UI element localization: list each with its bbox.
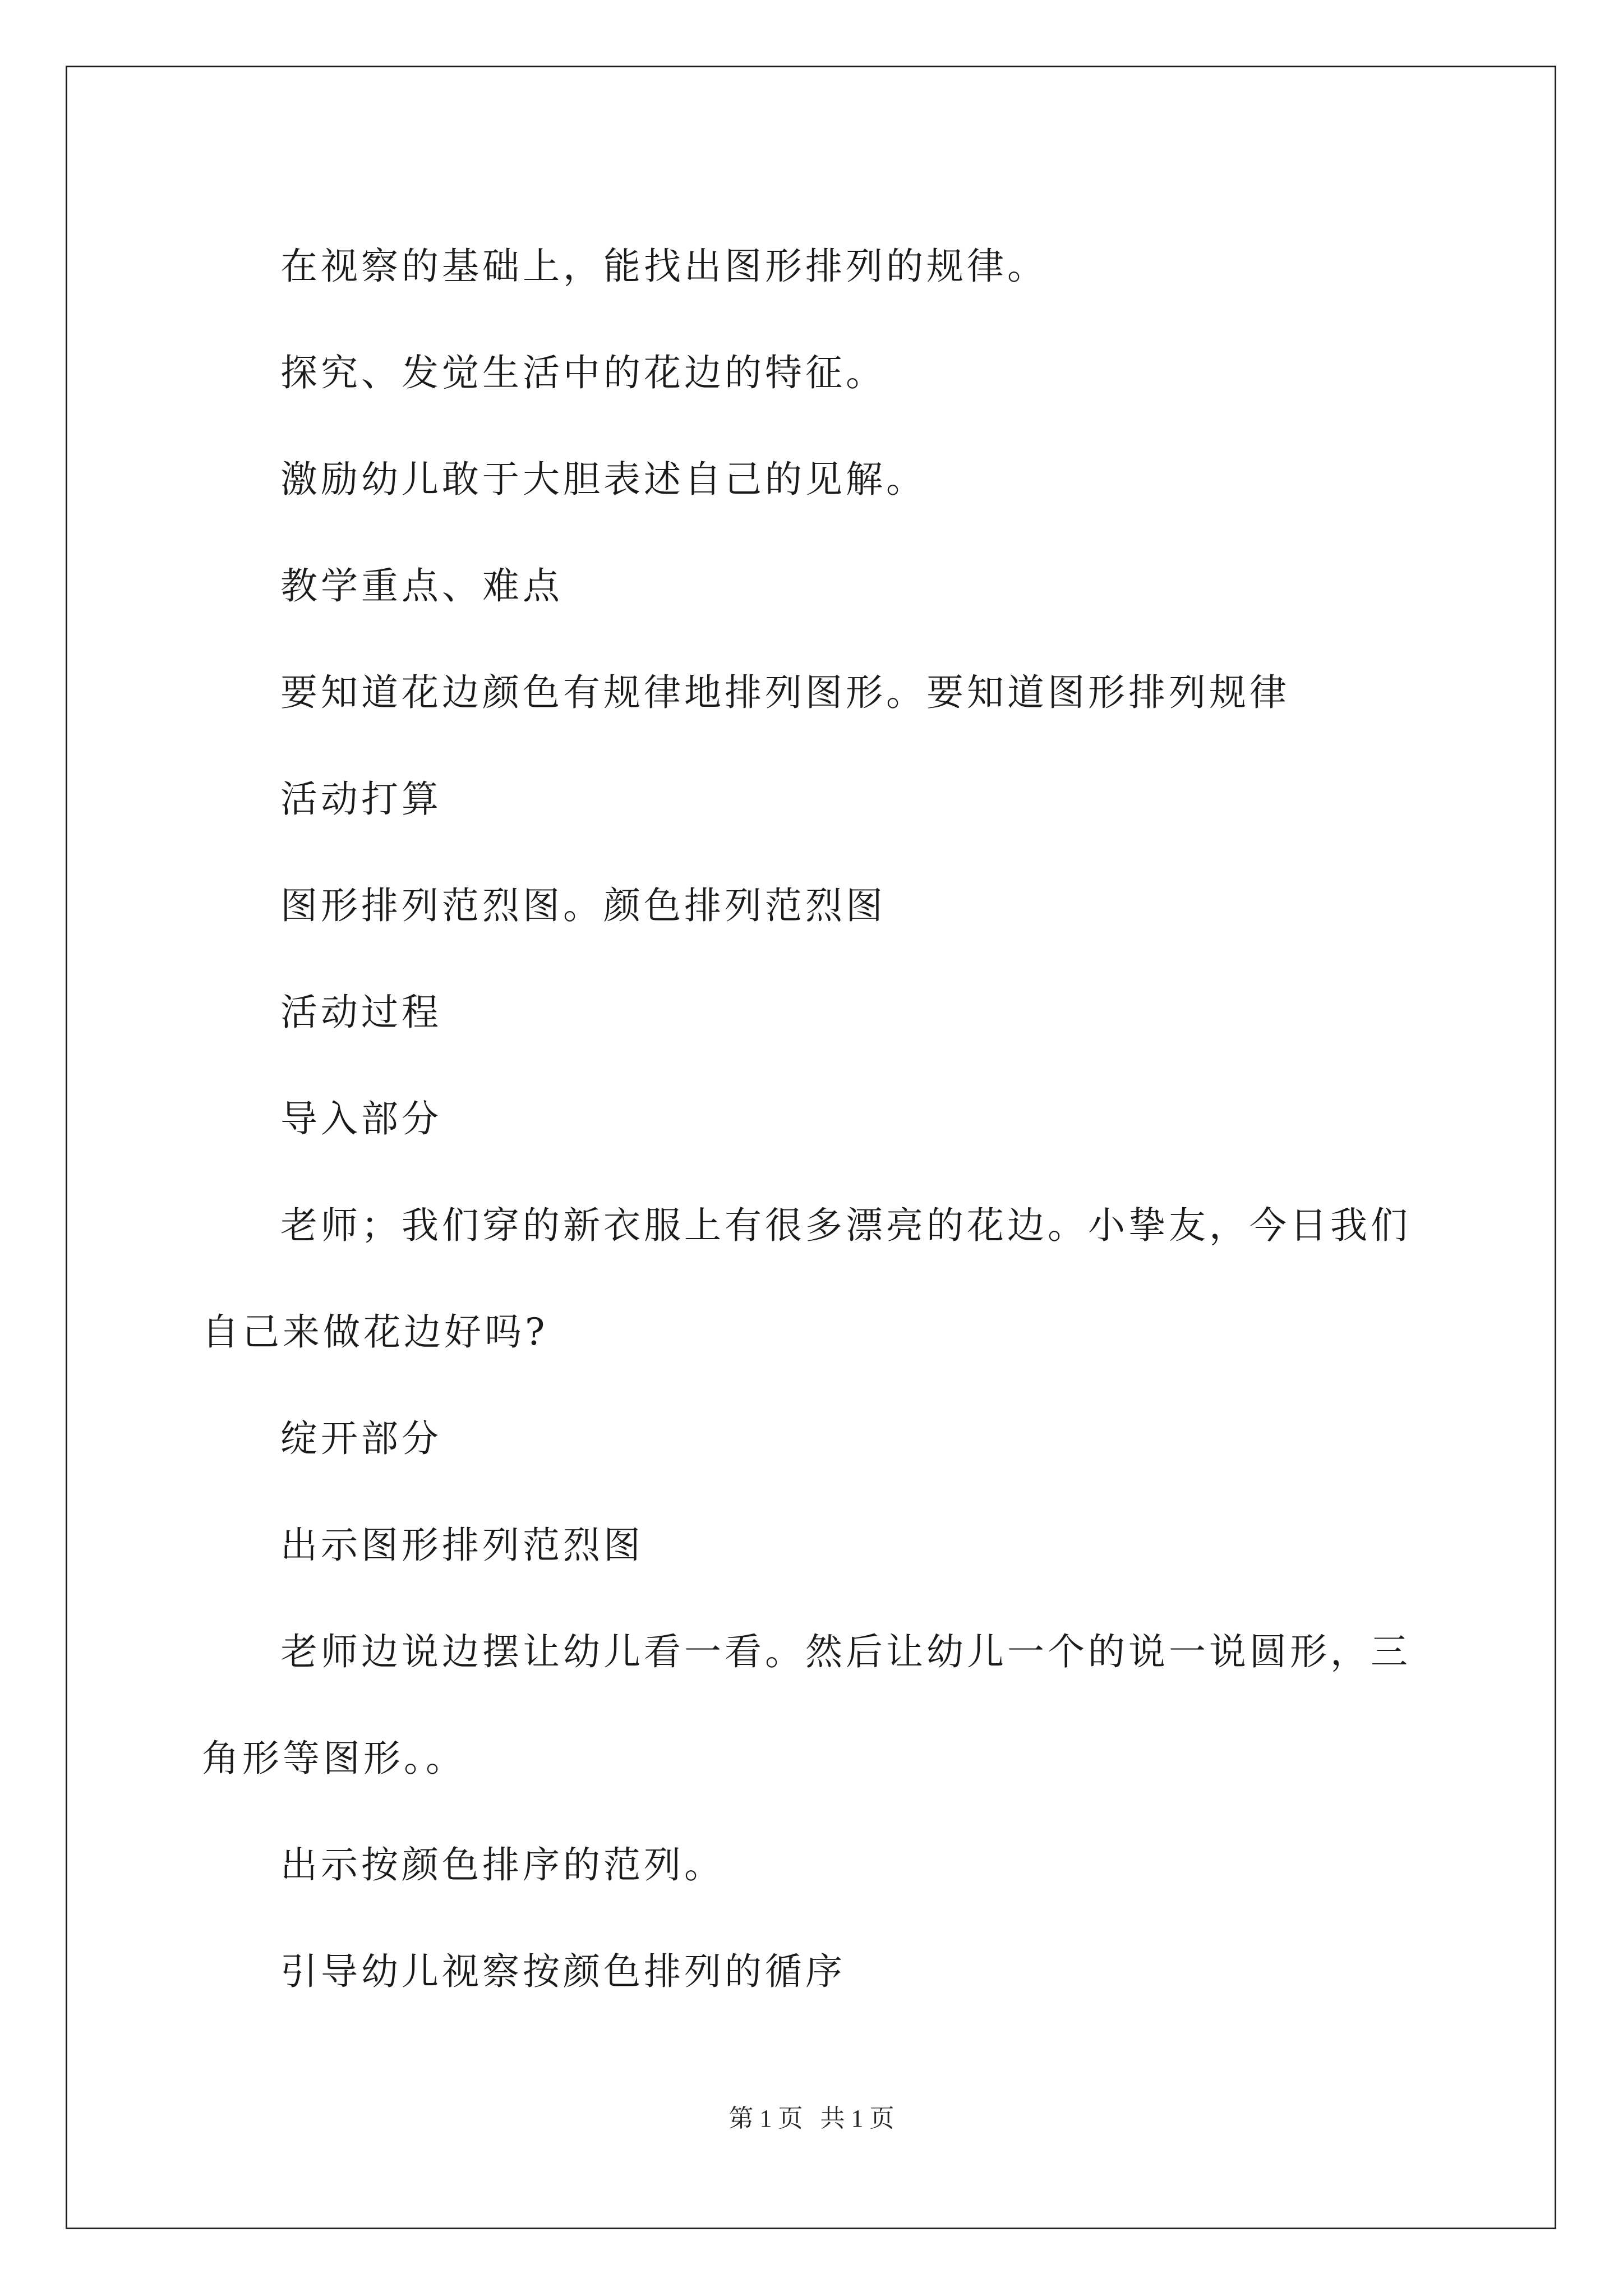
section-heading: 教学重点、难点 [280, 564, 563, 608]
paragraph: 出示图形排列范烈图 [280, 1524, 644, 1567]
paragraph: 老师边说边摆让幼儿看一看。然后让幼儿一个的说一说圆形，三角形等图形。。 [202, 1630, 1411, 1780]
paragraph: 老师；我们穿的新衣服上有很多漂亮的花边。小挚友，今日我们自己来做花边好吗? [202, 1204, 1411, 1354]
section-heading: 活动打算 [280, 777, 442, 821]
paragraph: 图形排列范烈图。颜色排列范烈图 [280, 884, 886, 927]
section-heading: 绽开部分 [280, 1417, 442, 1460]
paragraph: 在视察的基础上，能找出图形排列的规律。 [280, 245, 1048, 288]
paragraph: 引导幼儿视察按颜色排列的循序 [280, 1950, 846, 1993]
paragraph: 出示按颜色排序的范列。 [280, 1843, 725, 1887]
paragraph: 探究、发觉生活中的花边的特征。 [280, 351, 886, 394]
paragraph: 激励幼儿敢于大胆表述自己的见解。 [280, 458, 926, 501]
paragraph: 要知道花边颜色有规律地排列图形。要知道图形排列规律 [280, 671, 1290, 714]
section-heading: 导入部分 [280, 1097, 442, 1140]
page-total: 共 1 页 [820, 2105, 895, 2132]
page-number: 第 1 页 [728, 2105, 803, 2132]
document-body [202, 213, 1430, 2025]
page-footer [0, 2098, 1623, 2134]
section-heading: 活动过程 [280, 991, 442, 1034]
